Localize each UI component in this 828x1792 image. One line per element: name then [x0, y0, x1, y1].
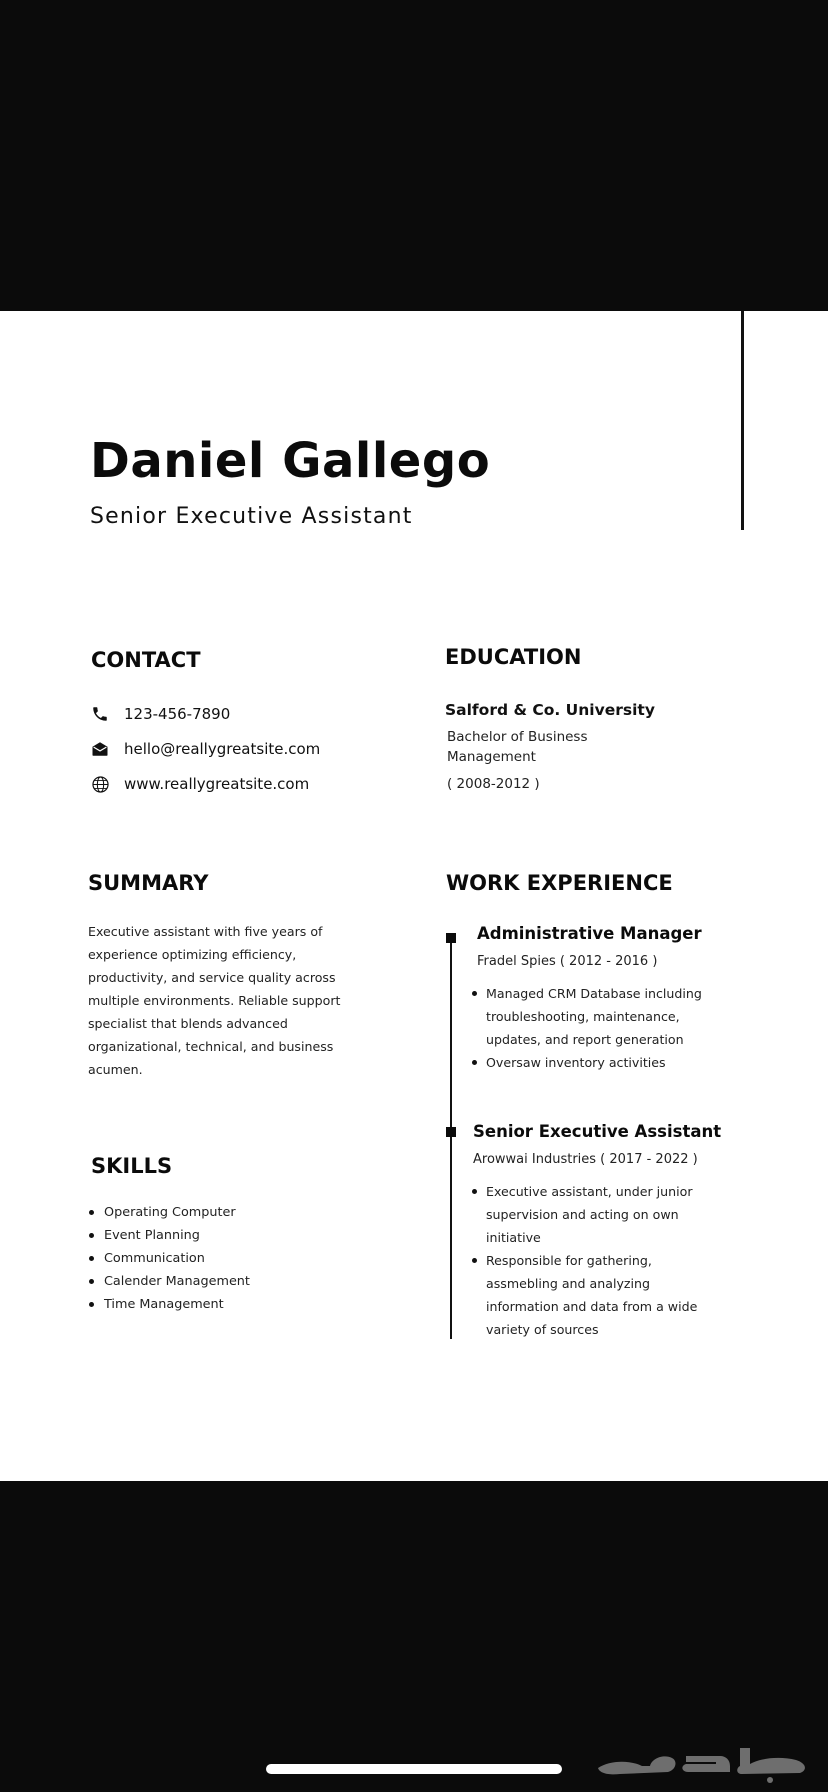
work-heading: WORK EXPERIENCE: [446, 871, 673, 895]
job-point: Oversaw inventory activities: [470, 1051, 720, 1074]
job-points: [470, 1180, 720, 1341]
timeline-line: [450, 938, 452, 1339]
job-title: Administrative Manager: [477, 924, 702, 943]
job-point: Managed CRM Database including troubleshooting, maintenance, updates, and report generation: [470, 982, 720, 1051]
education-degree: Bachelor of Business Management: [447, 729, 588, 765]
top-black-band: [0, 0, 828, 311]
watermark-logo: [590, 1738, 816, 1784]
accent-vertical-line: [741, 311, 744, 530]
email-address: hello@reallygreatsite.com: [124, 740, 321, 758]
skill-item: Calender Management: [88, 1270, 250, 1293]
resume-name: Daniel Gallego: [90, 433, 491, 489]
globe-icon: [90, 774, 110, 794]
home-indicator[interactable]: [266, 1764, 562, 1774]
skill-item: Communication: [88, 1247, 250, 1270]
education-heading: EDUCATION: [445, 645, 582, 669]
education-years: ( 2008-2012 ): [447, 776, 540, 792]
job-company: Arowwai Industries ( 2017 - 2022 ): [473, 1152, 698, 1167]
website-url: www.reallygreatsite.com: [124, 775, 310, 793]
summary-heading: SUMMARY: [88, 871, 209, 895]
mail-icon: [90, 739, 110, 759]
contact-phone[interactable]: [90, 702, 230, 726]
job-title: Senior Executive Assistant: [473, 1122, 722, 1141]
skill-item: Event Planning: [88, 1224, 250, 1247]
timeline-marker: [446, 1127, 456, 1137]
phone-icon: [90, 704, 110, 724]
skills-heading: SKILLS: [91, 1154, 173, 1178]
skill-item: Time Management: [88, 1293, 250, 1316]
job-point: Responsible for gathering, assmebling and analyzing information and data from a wide variety of sources: [470, 1249, 720, 1341]
contact-email[interactable]: [90, 737, 320, 761]
contact-heading: CONTACT: [91, 648, 201, 672]
resume-title: Senior Executive Assistant: [90, 504, 413, 529]
skill-item: Operating Computer: [88, 1201, 250, 1224]
job-points: [470, 982, 720, 1074]
phone-number: 123-456-7890: [124, 705, 231, 723]
resume-page: [0, 311, 828, 1481]
summary-text: Executive assistant with five years of experience optimizing efficiency, productivity, and service quality across multiple environments. Reliable support specialist that blends advanced organizational, technical, and business acumen.: [88, 924, 341, 1077]
job-point: Executive assistant, under junior supervision and acting on own initiative: [470, 1180, 720, 1249]
skills-list: [88, 1201, 250, 1316]
contact-website[interactable]: [90, 772, 309, 796]
education-school: Salford & Co. University: [445, 701, 655, 719]
timeline-marker: [446, 933, 456, 943]
job-company: Fradel Spies ( 2012 - 2016 ): [477, 954, 658, 969]
